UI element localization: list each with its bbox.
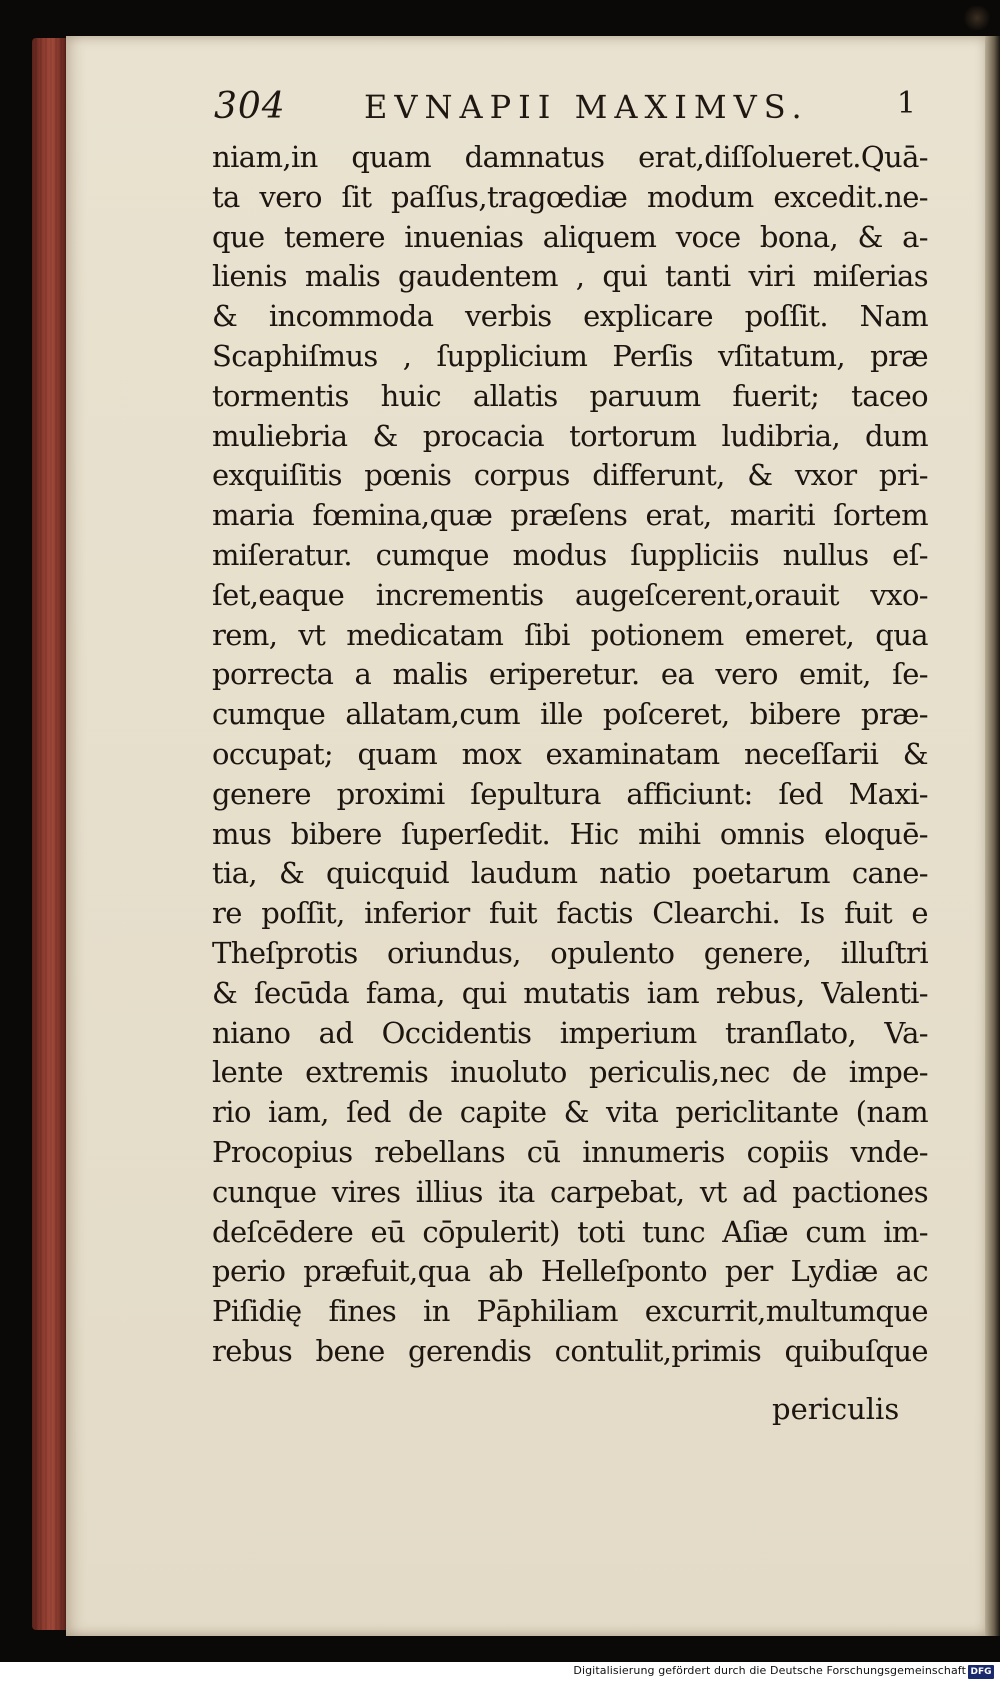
body-text — [212, 138, 928, 1372]
text-line: re poſſit, inferior fuit factis Clearchi. Is fuit e — [212, 896, 928, 931]
text-line: rem, vt medicatam ſibi potionem emeret, qua — [212, 617, 928, 652]
catchword: periculis — [772, 1392, 900, 1426]
text-line: tia, & quicquid laudum natio poetarum cane- — [212, 856, 928, 891]
text-line: deſcēdere eū cōpulerit) toti tunc Aſiæ cum im- — [212, 1214, 928, 1249]
book-edge-texture — [32, 38, 68, 1630]
text-line: tormentis huic allatis paruum fuerit; taceo — [212, 378, 928, 413]
footer-bar — [0, 1662, 1000, 1682]
text-line: ta vero ſit paſſus,tragœdiæ modum excedit.ne- — [212, 179, 928, 214]
text-line: & ſecūda fama, qui mutatis iam rebus, Valenti- — [212, 975, 928, 1010]
text-line: exquiſitis pœnis corpus differunt, & vxor pri- — [212, 458, 928, 493]
text-line: rebus bene gerendis contulit,primis quibuſque — [212, 1333, 928, 1368]
text-line: cumque allatam,cum ille poſceret, bibere præ- — [212, 697, 928, 732]
text-line: ſet,eaque incrementis augeſcerent,orauit vxo- — [212, 577, 928, 612]
page-gutter — [985, 36, 1000, 1636]
text-line: Procopius rebellans cū innumeris copiis vnde- — [212, 1134, 928, 1169]
text-line: miſeratur. cumque modus ſuppliciis nullus eſ- — [212, 537, 928, 572]
text-line: niano ad Occidentis imperium tranſlato, Va- — [212, 1015, 928, 1050]
scan-artifact — [962, 6, 992, 30]
text-line: genere proximi ſepultura afficiunt: ſed Maxi- — [212, 776, 928, 811]
page-number: 304 — [214, 86, 286, 127]
text-line: Scaphiſmus , ſupplicium Perſis vſitatum, præ — [212, 338, 928, 373]
text-line: occupat; quam mox examinatam neceſſarii & — [212, 736, 928, 771]
text-line: porrecta a malis eriperetur. ea vero emit, ſe- — [212, 657, 928, 692]
dfg-logo: DFG — [968, 1665, 994, 1679]
text-line: Theſprotis oriundus, opulento genere, illuſtri — [212, 935, 928, 970]
running-head-title: EVNAPII MAXIMVS. — [364, 88, 809, 126]
text-line: cunque vires illius ita carpebat, vt ad pactiones — [212, 1174, 928, 1209]
text-line: niam,in quam damnatus erat,diſſolueret.Quā- — [212, 140, 928, 174]
text-line: Piſidię fines in Pāphiliam excurrit,multumque — [212, 1294, 928, 1329]
text-line: muliebria & procacia tortorum ludibria, dum — [212, 418, 928, 453]
text-line: perio præfuit,qua ab Helleſponto per Lydiæ ac — [212, 1254, 928, 1289]
text-line: lente extremis inuoluto periculis,nec de impe- — [212, 1055, 928, 1090]
text-line: que temere inuenias aliquem voce bona, & a- — [212, 219, 928, 254]
text-line: mus bibere ſuperſedit. Hic mihi omnis eloquē- — [212, 816, 928, 851]
running-head-mark: 1 — [896, 86, 916, 121]
running-head — [214, 84, 924, 134]
text-line: rio iam, ſed de capite & vita periclitante (nam — [212, 1095, 928, 1130]
text-line: & incommoda verbis explicare poſſit. Nam — [212, 299, 928, 334]
text-line: maria fœmina,quæ præſens erat, mariti ſortem — [212, 498, 928, 533]
text-line: lienis malis gaudentem , qui tanti viri miſerias — [212, 259, 928, 294]
footer-credit: Digitalisierung gefördert durch die Deutsche Forschungsgemeinschaft — [573, 1664, 966, 1677]
